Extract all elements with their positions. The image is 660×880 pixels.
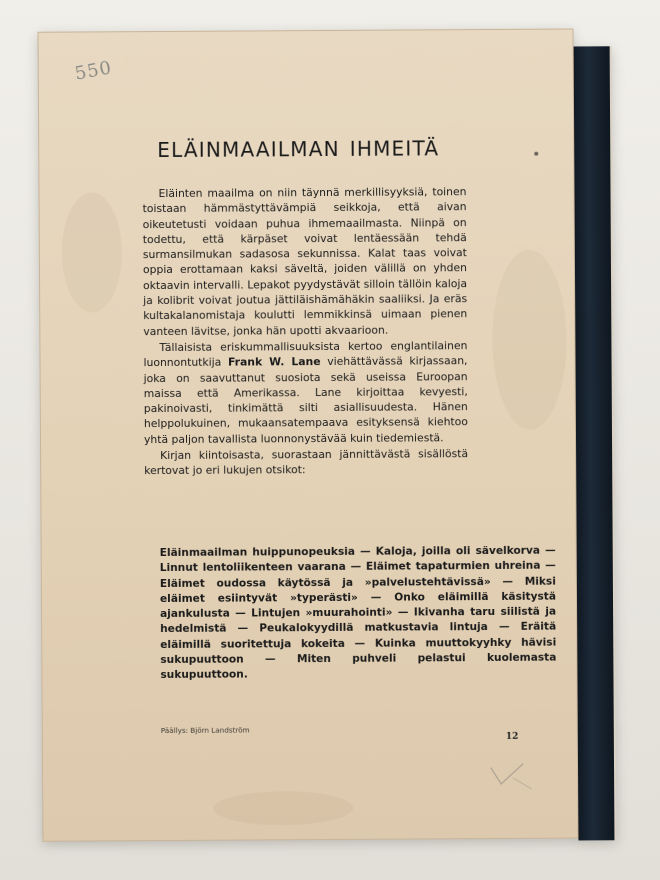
- cover-credit: Päällys: Björn Landström: [160, 725, 250, 736]
- author-name: Frank W. Lane: [227, 355, 321, 369]
- chapter-list: Eläinmaailman huippunopeuksia — Kaloja, joilla oli sävelkorva — Linnut lentoliikenteen vaarana — Eläimet tapaturmien uhreina — Eläimet oudossa käytössä ja »palvelustehtävissä» — Miksi eläimet esiintyvät »typerästi» — Onko eläimillä käsitystä ajankulusta — Lintujen »muurahointi» — Ikivanha taru siilistä ja hedelmistä — Peukalokyydillä matkustavia lintuja — Eräitä eläimillä suoritettuja kokeita — Kuinka muuttokyyhky hävisi sukupuuttoon — Miten puhveli pelastui kuolemasta sukupuuttoon.: [159, 544, 557, 682]
- paper-stain: [213, 791, 353, 826]
- closing-paragraph: Kirjan kiintoisasta, suorastaan jännittävästä sisällöstä kertovat jo eri lukujen otsikot:: [144, 447, 469, 478]
- paper-stain: [492, 250, 567, 430]
- title-word: IHMEITÄ: [349, 136, 440, 161]
- book-paragraph-text: viehättävässä kirjassaan, joka on saavuttanut suosiota sekä useissa Euroopan maissa että Amerikassa. Lane kirjoittaa kevyesti, pakinoivasti, tinkimättä silti asiallisuudesta. Hänen helppolukuinen, mukaansatempaava esityksensä kiehtoo yhtä paljon tavallista luonnonystävää kuin tiedemiestä.: [143, 354, 468, 446]
- intro-paragraph: Eläinten maailma on niin täynnä merkillisyyksiä, toinen toistaan hämmästyttävämpiä seikkoja, että aivan oikeutetusti voidaan puhua ihmemaailmasta. Niinpä on todettu, että kärpäset voivat lentäessään tehdä surmansilmukan sadasosa sekunnissa. Kalat taas voivat oppia erottamaan kaksi säveltä, joiden välillä on yhden oktaavin intervalli. Lepakot pyydystävät silloin tällöin kaloja ja kolibrit voivat joutua jättiläishämähäkin saaliiksi. Ja eräs kultakalanomistaja koulutti lemmikkinsä uimaan pienen vanteen lävitse, jonka hän upotti akvaarioon.: [142, 185, 468, 338]
- description-block: [142, 184, 468, 479]
- book-paragraph-text: Tällaisista eriskummallisuuksista kertoo englantilainen luonnontutkija: [143, 339, 468, 370]
- ink-dot: [534, 152, 538, 156]
- price-code: 12: [505, 731, 519, 742]
- book-back-cover: [38, 28, 617, 845]
- book-spine: [574, 46, 617, 840]
- paper-stain: [62, 192, 123, 312]
- pencil-mark-icon: [483, 758, 535, 792]
- cover-paper: [38, 28, 579, 841]
- book-paragraph: [143, 338, 468, 447]
- book-title: [157, 136, 449, 162]
- title-word: ELÄINMAAILMAN: [157, 136, 340, 163]
- handwritten-corner-note: 550: [73, 57, 114, 85]
